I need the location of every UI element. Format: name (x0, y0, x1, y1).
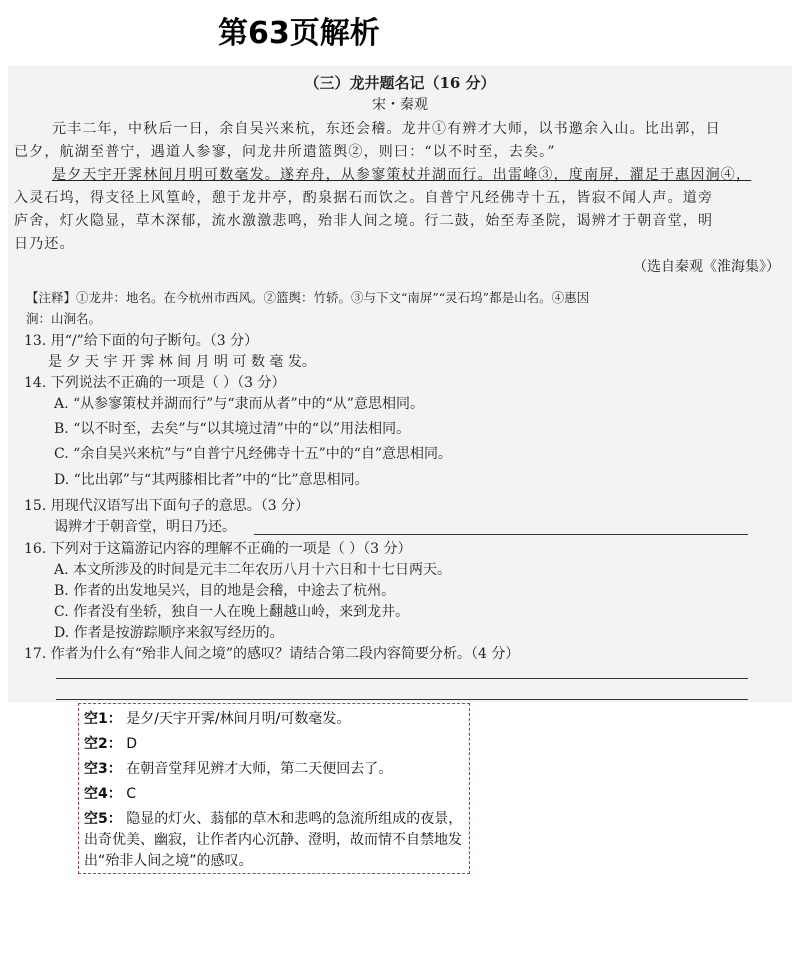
passage-line: 日乃还。 (14, 236, 75, 252)
passage-source: （选自秦观《淮海集》） (633, 259, 780, 275)
question-14-option: C. “余自吴兴来杭”与“自普宁凡经佛寺十五”中的“自”意思相同。 (54, 446, 453, 462)
answer-text: 隐显的灯火、蓊郁的草木和悲鸣的急流所组成的夜景，出奇优美、幽寂，让作者内心沉静、澄明，故而情不自禁地发出“殆非人间之境”的感叹。 (84, 811, 463, 869)
passage-line: 入灵石坞，得支径上风篁岭，憩于龙井亭，酌泉据石而饮之。自普宁凡经佛寺十五，皆寂不闻人声。道旁 (14, 190, 714, 206)
answer-row (84, 759, 465, 780)
question-13-sentence: 是 夕 天 宇 开 霁 林 间 月 明 可 数 毫 发。 (48, 354, 316, 370)
question-13-stem: 13. 用“/”给下面的句子断句。（3 分） (24, 333, 259, 349)
answer-text: D (126, 736, 137, 752)
question-17-stem: 17. 作者为什么有“殆非人间之境”的感叹？请结合第二段内容简要分析。（4 分） (24, 646, 520, 662)
answer-label: 空3： (84, 761, 122, 777)
question-14-stem: 14. 下列说法不正确的一项是（ ）（3 分） (24, 375, 286, 391)
answer-text: 在朝音堂拜见辨才大师，第二天便回去了。 (126, 761, 393, 777)
question-15-sentence: 谒辨才于朝音堂，明日乃还。 (54, 519, 236, 535)
question-14-option: A. “从参寥策杖并湖而行”与“隶而从者”中的“从”意思相同。 (54, 396, 424, 412)
passage-line: 是夕天宇开霁林间月明可数毫发。遂弃舟，从参寥策杖并湖而行。出雷峰③，度南屏，濯足于惠因涧④， (52, 167, 752, 183)
answer-label: 空2： (84, 736, 122, 752)
passage-line: 庐舍，灯火隐显，草木深郁，流水激激悲鸣，殆非人间之境。行二鼓，始至寿圣院，谒辨才于朝音堂，明 (14, 213, 714, 229)
answer-line (56, 678, 748, 679)
question-16-option: B. 作者的出发地吴兴，目的地是会稽，中途去了杭州。 (54, 583, 396, 599)
answer-box (78, 703, 470, 874)
question-15-stem: 15. 用现代汉语写出下面句子的意思。（3 分） (24, 498, 310, 514)
answer-label: 空5： (84, 811, 122, 827)
passage-title: （三）龙井题名记（16 分） (304, 74, 496, 92)
answer-row (84, 784, 465, 805)
question-16-option: A. 本文所涉及的时间是元丰二年农历八月十六日和十七日两天。 (54, 562, 452, 578)
question-14-option: D. “比出郭”与“其两膝相比者”中的“比”意思相同。 (54, 472, 369, 488)
question-16-option: C. 作者没有坐轿，独自一人在晚上翻越山岭，来到龙井。 (54, 604, 410, 620)
passage-author: 宋・秦观 (372, 97, 428, 113)
answer-label: 空4： (84, 786, 122, 802)
scanned-exercise (8, 66, 792, 702)
passage-line: 元丰二年，中秋后一日，余自吴兴来杭，东还会稽。龙井①有辨才大师，以书邀余入山。比出郭，日 (52, 121, 721, 137)
answer-row (84, 709, 465, 730)
page-title: 第63页解析 (218, 16, 380, 51)
answer-line (56, 699, 748, 700)
answer-text: C (126, 786, 136, 802)
passage-line: 已夕，航湖至普宁，遇道人参寥，问龙井所遣篮舆②，则曰：“以不时至，去矣。” (14, 144, 556, 160)
question-16-option: D. 作者是按游踪顺序来叙写经历的。 (54, 625, 284, 641)
answer-text: 是夕/天宇开霁/林间月明/可数毫发。 (126, 711, 351, 727)
question-16-stem: 16. 下列对于这篇游记内容的理解不正确的一项是（ ）（3 分） (24, 541, 412, 557)
answer-row (84, 734, 465, 755)
question-14-option: B. “以不时至，去矣”与“以其境过清”中的“以”用法相同。 (54, 421, 411, 437)
answer-line (254, 534, 748, 535)
answer-label: 空1： (84, 711, 122, 727)
answer-row (84, 809, 465, 872)
notes-line: 【注释】①龙井：地名。在今杭州市西风。②篮舆：竹轿。③与下文“南屏”“灵石坞”都是山名。④惠因 (26, 290, 590, 305)
notes-line: 涧：山涧名。 (26, 311, 102, 326)
